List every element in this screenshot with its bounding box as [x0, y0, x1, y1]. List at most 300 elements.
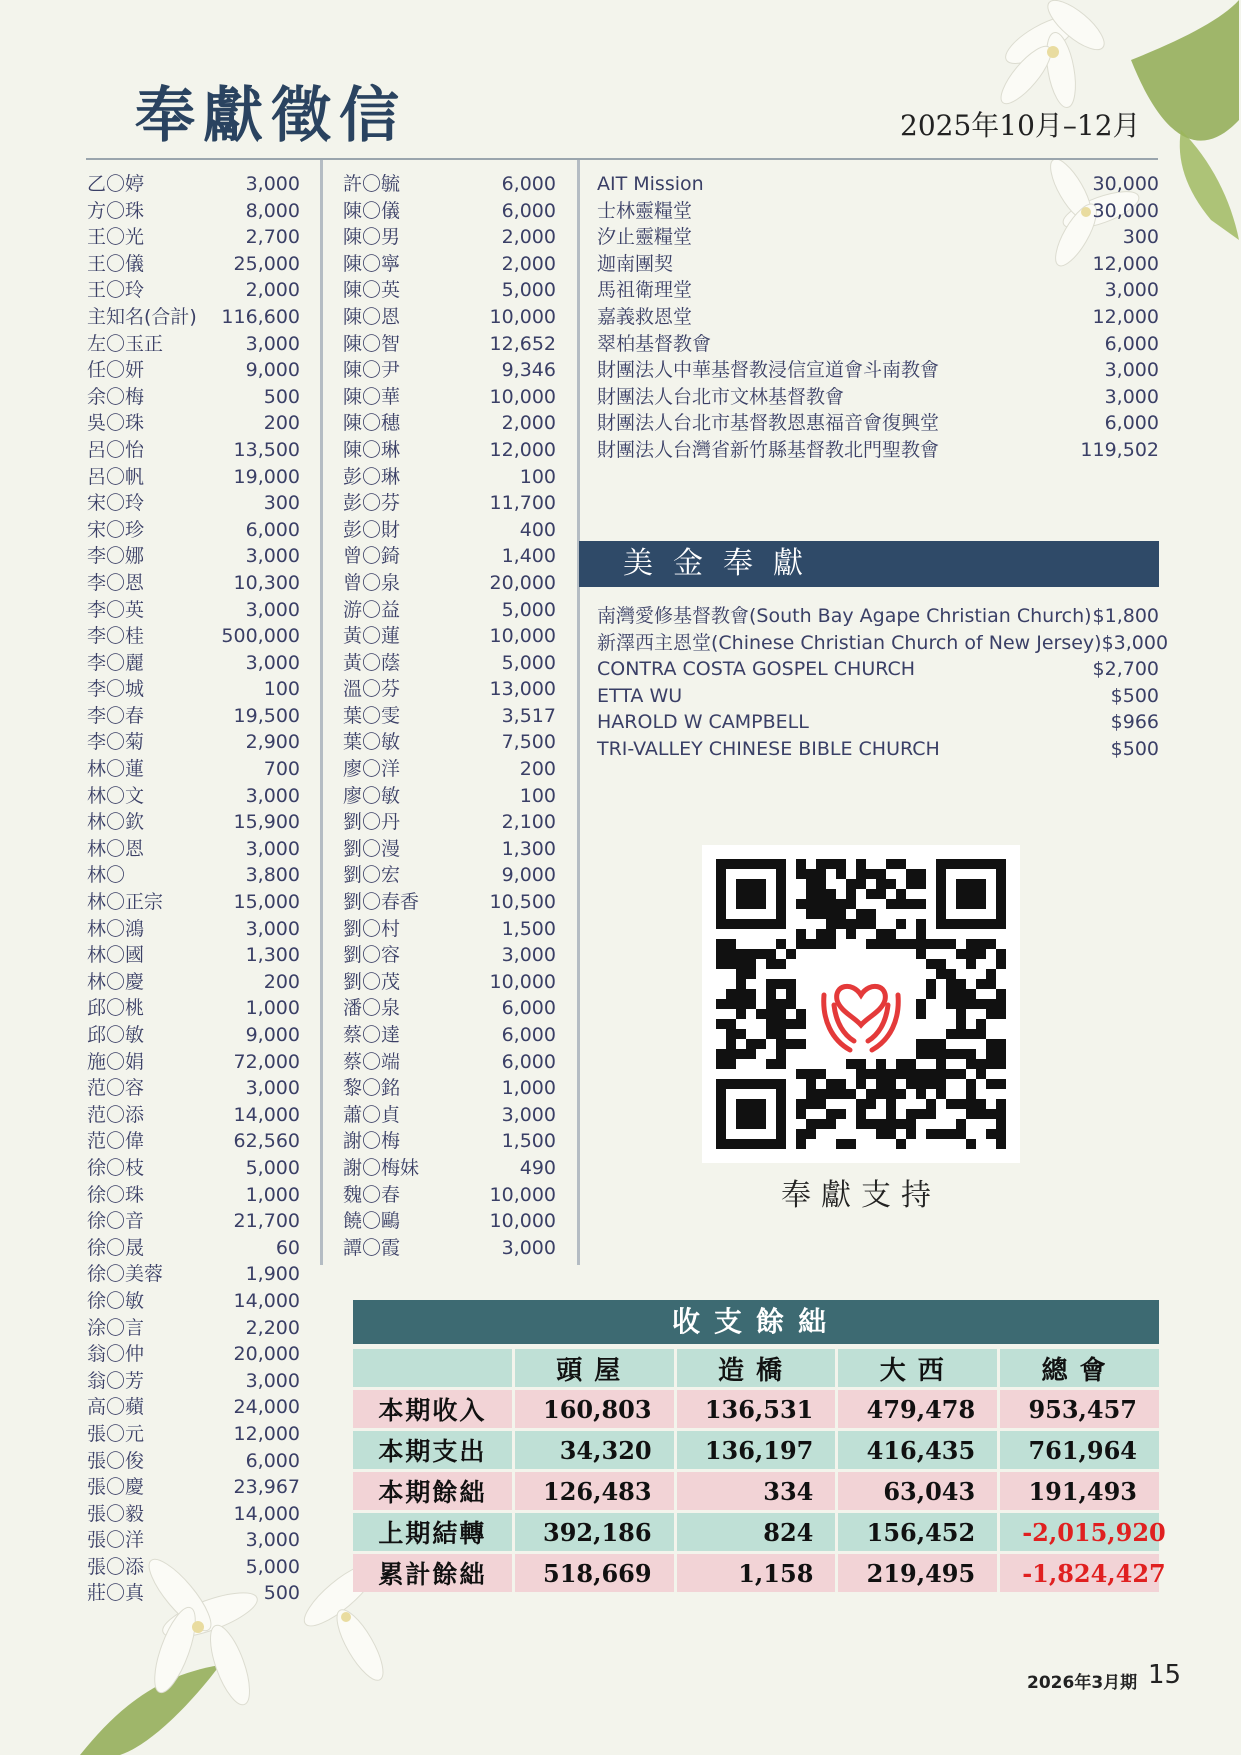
- donation-amount: 10,500: [489, 891, 556, 914]
- donation-amount: 2,000: [245, 279, 300, 302]
- usd-donor-row: [597, 656, 1159, 683]
- donor-row: [343, 889, 556, 916]
- donation-amount: 3,000: [245, 598, 300, 621]
- donation-amount: 5,000: [501, 279, 556, 302]
- donation-amount: 62,560: [233, 1130, 300, 1153]
- donation-amount: 15,000: [233, 891, 300, 914]
- usd-donor-row: [597, 736, 1159, 763]
- donor-row: [87, 1022, 300, 1049]
- column-divider: [577, 160, 580, 1265]
- donor-row: [597, 171, 1159, 198]
- donation-amount: 200: [263, 970, 300, 993]
- donor-row: [343, 597, 556, 624]
- donor-name: 嘉義救恩堂: [597, 305, 693, 328]
- donation-amount: 100: [519, 465, 556, 488]
- donor-row: [87, 1288, 300, 1315]
- donation-amount: 300: [1122, 226, 1159, 249]
- donor-name: 陳〇穗: [343, 412, 401, 435]
- summary-row: [353, 1431, 1159, 1469]
- donor-row: [87, 331, 300, 358]
- donor-name: 施〇娟: [87, 1050, 145, 1073]
- donor-row: [597, 198, 1159, 225]
- donor-name: 翠柏基督教會: [597, 332, 712, 355]
- donation-amount: 100: [519, 784, 556, 807]
- donor-name: 葉〇敏: [343, 731, 401, 754]
- financial-summary: [353, 1300, 1166, 1595]
- donor-name: 王〇儀: [87, 252, 145, 275]
- donor-row: [343, 304, 556, 331]
- donor-row: [87, 1049, 300, 1076]
- usd-donor-name: TRI-VALLEY CHINESE BIBLE CHURCH: [597, 737, 940, 760]
- qr-caption: 奉獻支持: [781, 1178, 941, 1213]
- donor-name: 李〇春: [87, 704, 145, 727]
- donation-amount: 3,000: [1104, 359, 1159, 382]
- donor-name: 彭〇財: [343, 518, 401, 541]
- donation-amount: 400: [519, 518, 556, 541]
- donor-row: [87, 1155, 300, 1182]
- summary-value: 334: [677, 1472, 836, 1510]
- donation-amount: 72,000: [233, 1050, 300, 1073]
- donor-name: 游〇益: [343, 598, 401, 621]
- donation-amount: 14,000: [233, 1502, 300, 1525]
- donation-amount: 119,502: [1080, 438, 1159, 461]
- summary-value: 126,483: [515, 1472, 674, 1510]
- summary-header: 總會: [1000, 1349, 1159, 1387]
- donation-amount: 6,000: [1104, 332, 1159, 355]
- donor-name: 許〇毓: [343, 173, 401, 195]
- donation-amount: 2,000: [501, 252, 556, 275]
- donor-name: 財團法人中華基督教浸信宣道會斗南教會: [597, 359, 940, 382]
- donation-amount: 25,000: [233, 252, 300, 275]
- heart-hands-icon: [806, 949, 916, 1059]
- donor-name: 譚〇霞: [343, 1236, 401, 1259]
- donation-amount: 6,000: [501, 1024, 556, 1046]
- donor-row: [87, 1474, 300, 1501]
- donor-name: 魏〇春: [343, 1183, 401, 1206]
- donor-row: [87, 729, 300, 756]
- donor-row: [343, 410, 556, 437]
- donor-name: 林〇國: [87, 944, 145, 967]
- donor-row: [343, 384, 556, 411]
- donor-name: 廖〇洋: [343, 758, 401, 781]
- donor-name: 陳〇華: [343, 385, 401, 408]
- donor-name: 李〇城: [87, 678, 145, 701]
- usd-section-title: 美金奉獻: [579, 541, 1159, 587]
- donor-row: [343, 464, 556, 491]
- donor-name: 王〇光: [87, 226, 145, 249]
- usd-donor-name: 新澤西主恩堂(Chinese Christian Church of New Jersey): [597, 631, 1102, 654]
- donation-amount: 10,000: [489, 625, 556, 648]
- donor-row: [87, 969, 300, 996]
- usd-donor-name: CONTRA COSTA GOSPEL CHURCH: [597, 658, 916, 681]
- usd-donor-name: 南灣愛修基督教會(South Bay Agape Christian Church): [597, 605, 1092, 627]
- donor-name: 劉〇宏: [343, 864, 401, 887]
- summary-corner: [353, 1349, 512, 1387]
- summary-value: 518,669: [515, 1554, 674, 1592]
- donor-row: [343, 277, 556, 304]
- donation-amount: 14,000: [233, 1289, 300, 1312]
- donation-amount: 20,000: [233, 1343, 300, 1366]
- summary-value: 156,452: [838, 1513, 997, 1551]
- donation-amount: 12,000: [1092, 305, 1159, 328]
- donor-row: [87, 783, 300, 810]
- donor-row: [87, 623, 300, 650]
- donor-row: [87, 703, 300, 730]
- donation-amount: 2,000: [501, 226, 556, 249]
- donor-name: 徐〇枝: [87, 1156, 145, 1179]
- donor-row: [343, 1049, 556, 1076]
- donor-name: 徐〇敏: [87, 1289, 145, 1312]
- donation-amount: 3,000: [1104, 279, 1159, 302]
- donor-name: 溫〇芬: [343, 678, 401, 701]
- donor-row: [343, 676, 556, 703]
- donor-row: [597, 331, 1159, 358]
- donor-name: 吳〇珠: [87, 412, 145, 435]
- donor-row: [343, 517, 556, 544]
- donor-name: 邱〇桃: [87, 997, 145, 1020]
- donor-row: [343, 1102, 556, 1129]
- donor-row: [87, 836, 300, 863]
- donor-row: [343, 1235, 556, 1262]
- issue-label: 2026年3月期: [1027, 1673, 1138, 1693]
- donor-row: [87, 942, 300, 969]
- donor-column-2: [343, 171, 556, 1261]
- donation-amount: 20,000: [489, 571, 556, 594]
- donation-amount: 1,400: [501, 545, 556, 568]
- summary-row-label: 本期支出: [353, 1431, 512, 1469]
- donor-name: 謝〇梅妹: [343, 1156, 420, 1179]
- donation-amount: 21,700: [233, 1210, 300, 1233]
- period-label: 2025年10月–12月: [900, 109, 1141, 142]
- donor-name: 劉〇茂: [343, 970, 401, 993]
- donor-row: [343, 703, 556, 730]
- donor-name: 宋〇珍: [87, 518, 145, 541]
- donation-amount: 60: [275, 1236, 300, 1259]
- summary-value: 416,435: [838, 1431, 997, 1469]
- donation-amount: 15,900: [233, 811, 300, 834]
- donor-name: 蔡〇端: [343, 1050, 401, 1073]
- donor-name: 汐止靈糧堂: [597, 226, 693, 249]
- donor-name: 財團法人台北市基督教恩惠福音會復興堂: [597, 412, 940, 435]
- donation-amount: 3,000: [245, 1077, 300, 1100]
- donor-name: 李〇桂: [87, 625, 145, 648]
- donation-amount: 3,000: [1104, 385, 1159, 408]
- donation-amount: 14,000: [233, 1103, 300, 1126]
- church-donor-column: [597, 171, 1159, 464]
- donation-amount: 5,000: [501, 651, 556, 674]
- donor-row: [343, 1182, 556, 1209]
- donor-row: [87, 277, 300, 304]
- donor-name: 劉〇容: [343, 944, 401, 967]
- donor-row: [343, 995, 556, 1022]
- donor-name: 張〇俊: [87, 1449, 145, 1472]
- donor-name: 主知名(合計): [87, 305, 197, 328]
- donor-row: [343, 331, 556, 358]
- donor-row: [343, 171, 556, 198]
- donor-name: 林〇欽: [87, 811, 145, 834]
- donor-row: [343, 836, 556, 863]
- donor-name: 林〇文: [87, 784, 145, 807]
- donor-row: [87, 1261, 300, 1288]
- donor-row: [87, 171, 300, 198]
- donor-name: 林〇: [87, 864, 126, 887]
- donor-row: [343, 969, 556, 996]
- donor-name: 翁〇芳: [87, 1369, 145, 1392]
- donor-row: [597, 304, 1159, 331]
- donor-row: [87, 809, 300, 836]
- donor-row: [87, 1368, 300, 1395]
- donation-amount: 1,500: [501, 917, 556, 940]
- donor-row: [343, 570, 556, 597]
- donor-row: [87, 224, 300, 251]
- donor-name: 李〇麗: [87, 651, 145, 674]
- donor-name: AIT Mission: [597, 173, 704, 195]
- usd-donor-row: [597, 709, 1159, 736]
- donor-name: 黎〇銘: [343, 1077, 401, 1100]
- usd-donor-list: [597, 603, 1169, 763]
- donor-name: 彭〇琳: [343, 465, 401, 488]
- donor-row: [343, 543, 556, 570]
- donor-name: 乙〇婷: [87, 173, 145, 195]
- donor-row: [87, 1554, 300, 1581]
- donation-amount: 2,900: [245, 731, 300, 754]
- donation-amount: 10,000: [489, 1210, 556, 1233]
- donation-amount: 6,000: [245, 518, 300, 541]
- summary-value: 953,457: [1000, 1390, 1159, 1428]
- donor-name: 馬祖衛理堂: [597, 279, 693, 302]
- donor-row: [597, 437, 1159, 464]
- donor-row: [87, 1128, 300, 1155]
- donation-amount: 6,000: [501, 173, 556, 195]
- donation-amount: 490: [519, 1156, 556, 1179]
- donation-amount: 3,517: [501, 704, 556, 727]
- donor-name: 范〇添: [87, 1103, 145, 1126]
- donation-amount: 9,346: [501, 359, 556, 382]
- donation-amount: 30,000: [1092, 199, 1159, 222]
- donor-name: 彭〇芬: [343, 492, 401, 515]
- donor-row: [343, 862, 556, 889]
- donor-row: [87, 490, 300, 517]
- donation-amount: 19,000: [233, 465, 300, 488]
- summary-header: 頭屋: [515, 1349, 674, 1387]
- summary-value: 479,478: [838, 1390, 997, 1428]
- usd-donor-name: ETTA WU: [597, 684, 683, 707]
- donor-row: [87, 597, 300, 624]
- donor-name: 陳〇尹: [343, 359, 401, 382]
- donation-amount: 9,000: [501, 864, 556, 887]
- donor-name: 李〇菊: [87, 731, 145, 754]
- donation-amount: 1,000: [245, 1183, 300, 1206]
- usd-donor-row: [597, 603, 1159, 630]
- summary-value: 191,493: [1000, 1472, 1159, 1510]
- donor-name: 李〇恩: [87, 571, 145, 594]
- donor-row: [87, 862, 300, 889]
- donor-row: [343, 490, 556, 517]
- page-number: 15: [1148, 1660, 1182, 1690]
- donor-name: 李〇娜: [87, 545, 145, 568]
- donor-name: 蕭〇貞: [343, 1103, 401, 1126]
- donor-row: [87, 676, 300, 703]
- donor-name: 陳〇恩: [343, 305, 401, 328]
- summary-table: [350, 1346, 1166, 1595]
- donor-name: 財團法人台北市文林基督教會: [597, 385, 845, 408]
- donor-row: [343, 1022, 556, 1049]
- donation-amount: 1,300: [501, 837, 556, 860]
- donation-amount: 11,700: [489, 492, 556, 515]
- donor-row: [87, 995, 300, 1022]
- donor-row: [343, 437, 556, 464]
- summary-value: 160,803: [515, 1390, 674, 1428]
- donation-amount: 5,000: [501, 598, 556, 621]
- usd-donor-name: HAROLD W CAMPBELL: [597, 711, 809, 734]
- donor-row: [343, 1075, 556, 1102]
- donor-name: 徐〇珠: [87, 1183, 145, 1206]
- donation-amount: 500,000: [221, 625, 300, 648]
- donation-amount: 9,000: [245, 1024, 300, 1046]
- donor-name: 財團法人台灣省新竹縣基督教北門聖教會: [597, 438, 940, 461]
- donor-name: 林〇鴻: [87, 917, 145, 940]
- summary-value: 136,531: [677, 1390, 836, 1428]
- summary-value: 392,186: [515, 1513, 674, 1551]
- usd-amount: $2,700: [1092, 658, 1159, 681]
- donor-name: 林〇恩: [87, 837, 145, 860]
- summary-row-label: 上期結轉: [353, 1513, 512, 1551]
- summary-row-label: 本期餘絀: [353, 1472, 512, 1510]
- summary-row-label: 累計餘絀: [353, 1554, 512, 1592]
- donor-name: 劉〇丹: [343, 811, 401, 834]
- donation-amount: 3,000: [245, 917, 300, 940]
- donation-amount: 12,000: [233, 1422, 300, 1445]
- donor-row: [87, 1341, 300, 1368]
- donation-amount: 10,000: [489, 970, 556, 993]
- donation-amount: 1,000: [501, 1077, 556, 1100]
- summary-value: 1,158: [677, 1554, 836, 1592]
- summary-header: 造橋: [677, 1349, 836, 1387]
- donor-name: 曾〇泉: [343, 571, 401, 594]
- summary-header: 大西: [838, 1349, 997, 1387]
- donation-amount: 2,700: [245, 226, 300, 249]
- donation-amount: 1,300: [245, 944, 300, 967]
- donor-name: 徐〇音: [87, 1210, 145, 1233]
- donation-amount: 1,500: [501, 1130, 556, 1153]
- donation-amount: 300: [263, 492, 300, 515]
- donor-row: [87, 198, 300, 225]
- donor-row: [87, 1394, 300, 1421]
- donor-name: 林〇慶: [87, 970, 145, 993]
- donation-amount: 2,200: [245, 1316, 300, 1339]
- donation-amount: 19,500: [233, 704, 300, 727]
- donation-amount: 5,000: [245, 1555, 300, 1578]
- donor-name: 左〇玉正: [87, 332, 164, 355]
- donation-amount: 24,000: [233, 1396, 300, 1419]
- donor-name: 張〇毅: [87, 1502, 145, 1525]
- usd-donor-row: [597, 683, 1159, 710]
- donor-row: [87, 1208, 300, 1235]
- donation-amount: 2,000: [501, 412, 556, 435]
- donor-row: [343, 1155, 556, 1182]
- donation-amount: 10,000: [489, 305, 556, 328]
- donor-row: [343, 809, 556, 836]
- donation-amount: 3,000: [245, 651, 300, 674]
- donor-row: [87, 437, 300, 464]
- donor-name: 徐〇晟: [87, 1236, 145, 1259]
- donor-row: [597, 410, 1159, 437]
- donation-amount: 3,000: [245, 332, 300, 355]
- donor-name: 高〇蘋: [87, 1396, 145, 1419]
- donor-row: [597, 277, 1159, 304]
- donation-amount: 8,000: [245, 199, 300, 222]
- donor-name: 任〇妍: [87, 359, 145, 382]
- donor-row: [87, 1580, 300, 1607]
- donor-row: [87, 384, 300, 411]
- donor-row: [597, 384, 1159, 411]
- donor-row: [343, 756, 556, 783]
- donor-row: [87, 357, 300, 384]
- donation-amount: 13,000: [489, 678, 556, 701]
- page-title: 奉獻徵信: [135, 81, 407, 151]
- donor-row: [87, 304, 300, 331]
- summary-value: 761,964: [1000, 1431, 1159, 1469]
- donation-amount: 500: [263, 385, 300, 408]
- donation-amount: 2,100: [501, 811, 556, 834]
- donor-row: [597, 357, 1159, 384]
- qr-code[interactable]: [702, 845, 1020, 1163]
- donor-row: [87, 517, 300, 544]
- donor-name: 莊〇真: [87, 1582, 145, 1605]
- donor-name: 邱〇敏: [87, 1024, 145, 1046]
- donor-row: [87, 1075, 300, 1102]
- donation-amount: 5,000: [245, 1156, 300, 1179]
- donation-amount: 23,967: [233, 1476, 300, 1499]
- donor-row: [343, 942, 556, 969]
- usd-donor-row: [597, 630, 1169, 657]
- donation-amount: 6,000: [501, 1050, 556, 1073]
- donor-name: 陳〇男: [343, 226, 401, 249]
- donation-amount: 116,600: [221, 305, 300, 328]
- donation-amount: 10,300: [233, 571, 300, 594]
- summary-row: [353, 1390, 1159, 1428]
- donation-amount: 13,500: [233, 438, 300, 461]
- donation-amount: 7,500: [501, 731, 556, 754]
- summary-value: -2,015,920: [1000, 1513, 1159, 1551]
- donor-name: 翁〇仲: [87, 1343, 145, 1366]
- donor-name: 張〇洋: [87, 1529, 145, 1552]
- usd-amount: $500: [1110, 684, 1159, 707]
- donor-name: 范〇容: [87, 1077, 145, 1100]
- donor-row: [343, 729, 556, 756]
- donation-amount: 3,000: [501, 1236, 556, 1259]
- donation-amount: 30,000: [1092, 173, 1159, 195]
- donor-name: 陳〇英: [343, 279, 401, 302]
- usd-amount: $1,800: [1092, 605, 1159, 627]
- donor-row: [597, 251, 1159, 278]
- donor-row: [343, 1128, 556, 1155]
- donor-row: [87, 1102, 300, 1129]
- summary-row: [353, 1554, 1159, 1592]
- donation-amount: 1,000: [245, 997, 300, 1020]
- summary-title: 收支餘絀: [353, 1300, 1159, 1344]
- donor-row: [343, 251, 556, 278]
- donation-amount: 6,000: [1104, 412, 1159, 435]
- donation-amount: 3,000: [245, 837, 300, 860]
- donor-row: [343, 224, 556, 251]
- donor-name: 余〇梅: [87, 385, 145, 408]
- summary-row: [353, 1472, 1159, 1510]
- donor-row: [87, 1448, 300, 1475]
- donor-row: [87, 543, 300, 570]
- donor-name: 張〇慶: [87, 1476, 145, 1499]
- summary-value: 34,320: [515, 1431, 674, 1469]
